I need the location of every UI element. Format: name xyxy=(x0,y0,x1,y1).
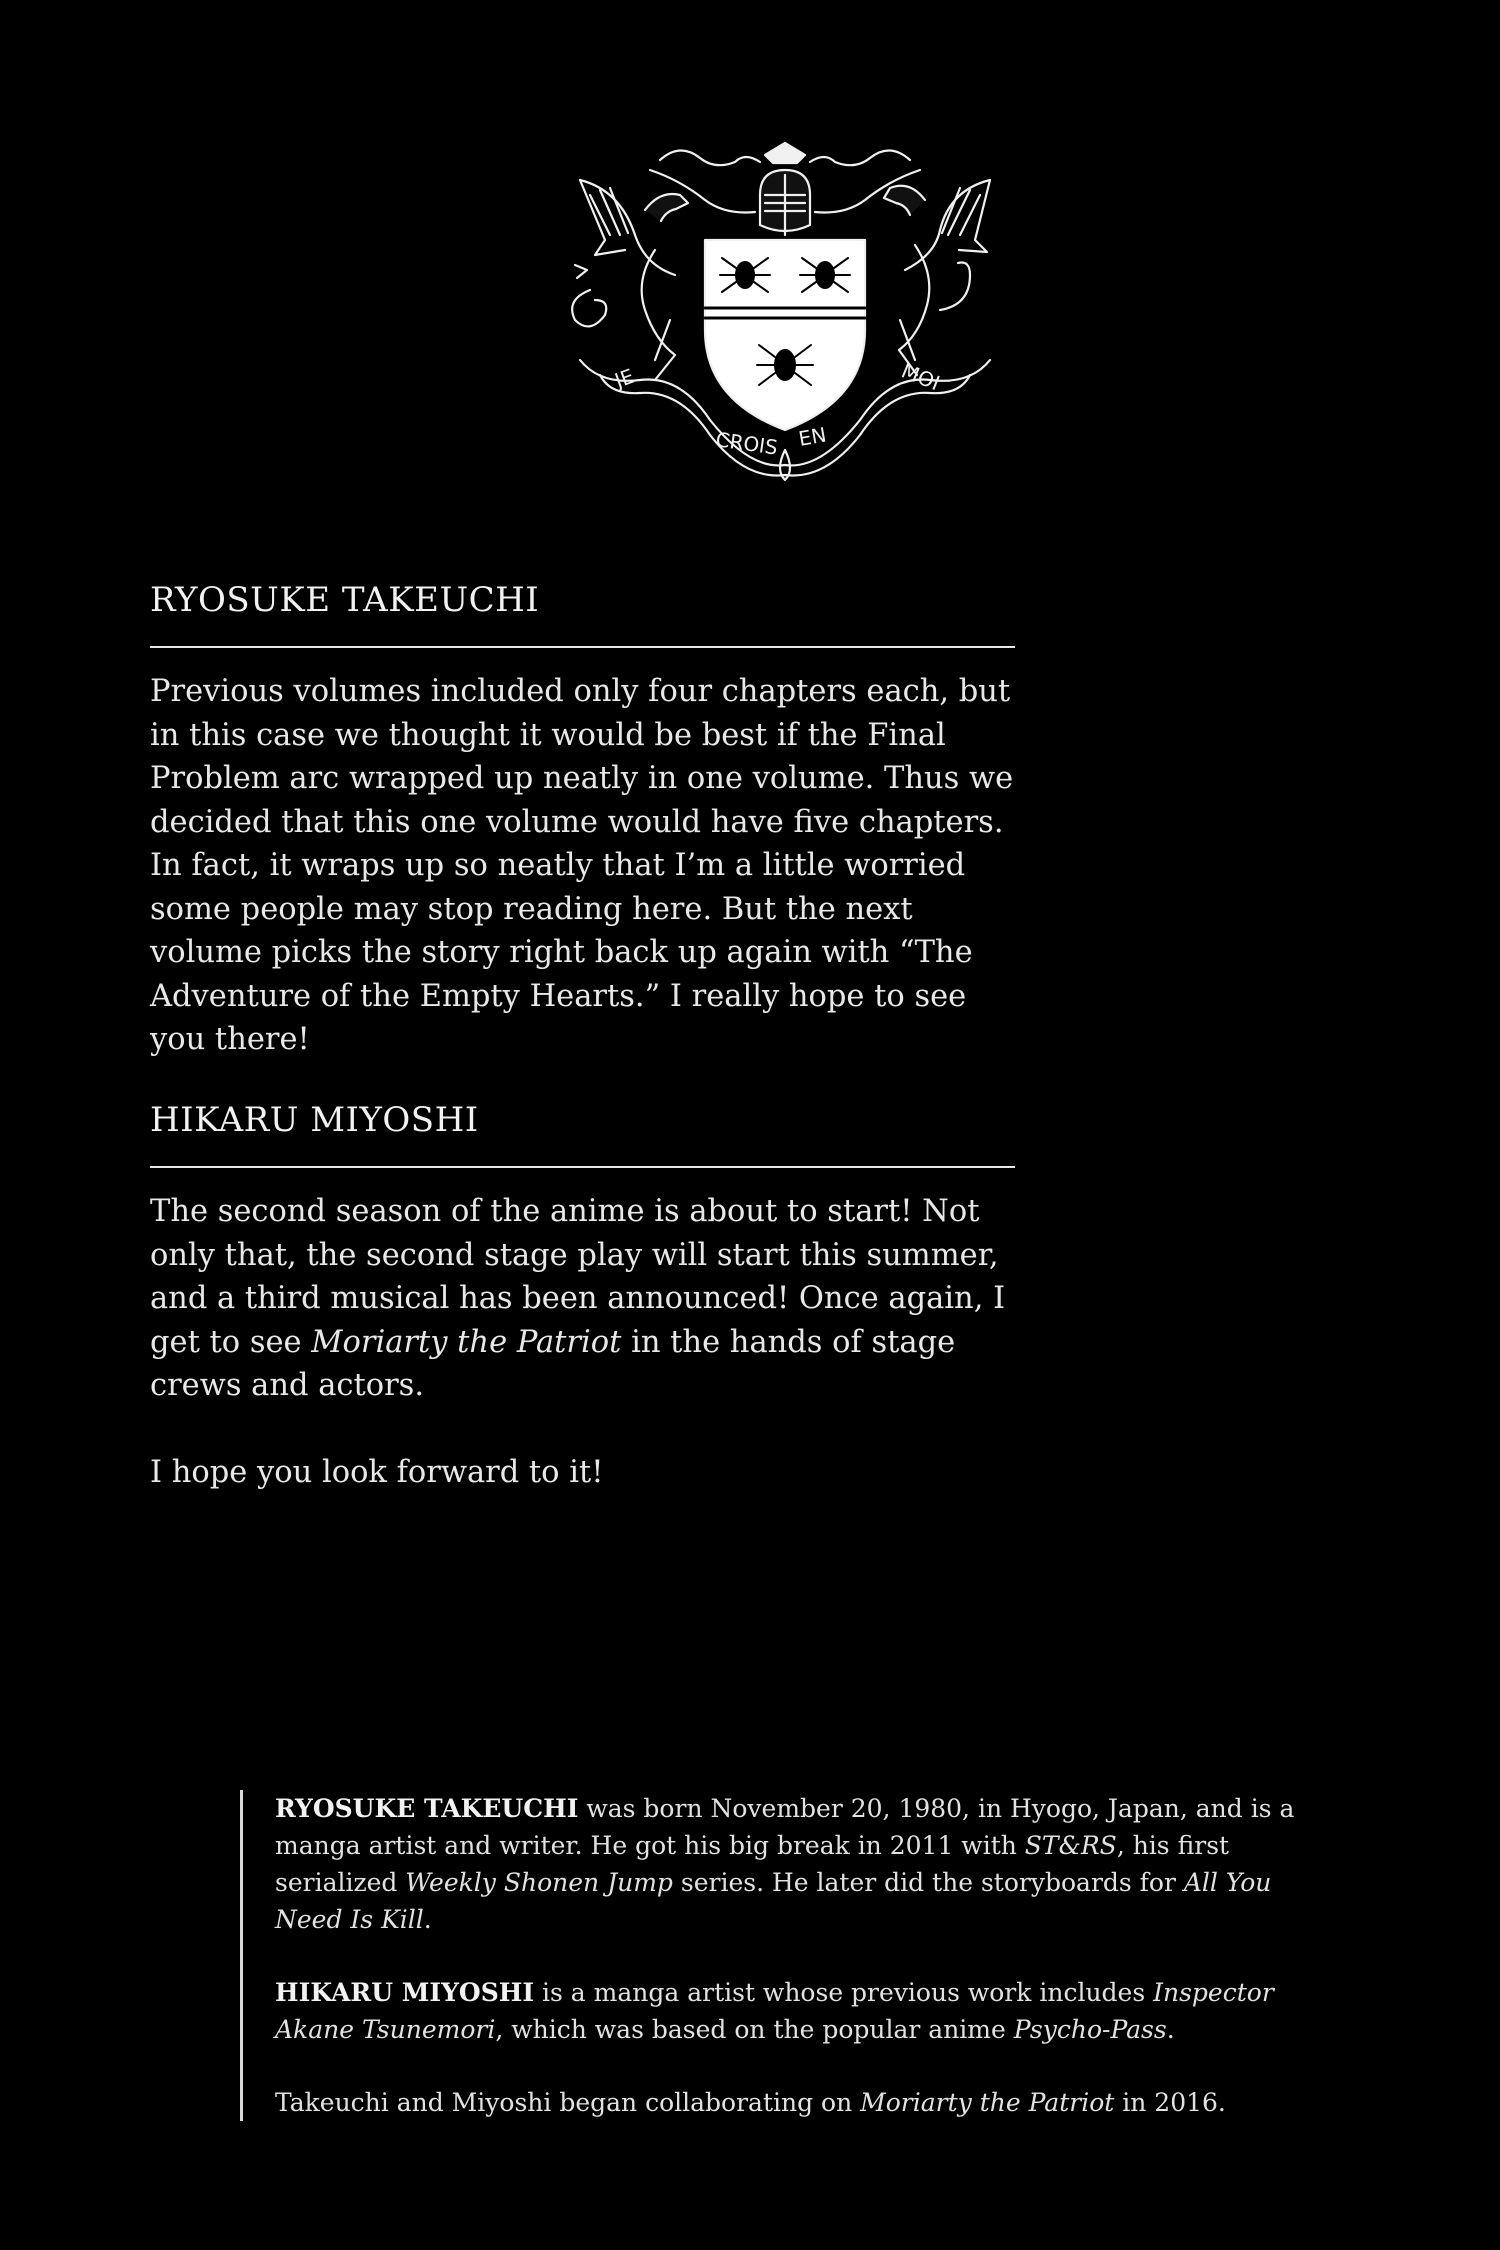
author-note-text: Previous volumes included only four chapters each, but in this case we thought it would be best if the Final Problem arc wrapped up neatly in one volume. Thus we decided that this one volume would have five chapters. In fact, it wraps up so neatly that I’m a little worried some people may stop reading here. But the next volume picks the story right back up again with “The Adventure of the Empty Hearts.” I really hope to see you there! xyxy=(150,674,1014,1057)
coat-of-arms-logo xyxy=(560,140,1010,490)
author-heading-takeuchi: RYOSUKE TAKEUCHI xyxy=(150,580,540,620)
motto-word-en: EN xyxy=(796,422,829,451)
heading-divider xyxy=(150,646,1015,648)
motto-word-crois: CROIS xyxy=(714,427,780,460)
heading-divider xyxy=(150,1166,1015,1168)
author-note-takeuchi xyxy=(150,580,1015,1062)
title-italic: Moriarty the Patriot xyxy=(311,1324,622,1360)
author-note-miyoshi xyxy=(150,1100,1015,1494)
bio-miyoshi: HIKARU MIYOSHI is a manga artist whose previous work includes Inspector Akane Tsunemori, which was based on the popular anime Psycho-Pass. xyxy=(275,1978,1274,2044)
bio-collaboration: Takeuchi and Miyoshi began collaborating on Moriarty the Patriot in 2016. xyxy=(275,2088,1226,2117)
author-note-text: The second season of the anime is about to start! Not only that, the second stage play will start this summer, and a third musical has been announced! Once again, I get to see Moriarty the Patriot in the hands of stage crews and actors. xyxy=(150,1194,1006,1403)
motto-word-je: JE xyxy=(611,363,638,393)
author-bio-block xyxy=(240,1790,1335,2121)
motto-word-moi: MOI xyxy=(898,358,944,396)
bio-takeuchi: RYOSUKE TAKEUCHI was born November 20, 1980, in Hyogo, Japan, and is a manga artist and writer. He got his big break in 2011 with ST&RS, his first serialized Weekly Shonen Jump series. He later did the storyboards for All You Need Is Kill. xyxy=(275,1794,1295,1934)
author-heading-miyoshi: HIKARU MIYOSHI xyxy=(150,1100,479,1140)
author-note-text: I hope you look forward to it! xyxy=(150,1454,604,1490)
